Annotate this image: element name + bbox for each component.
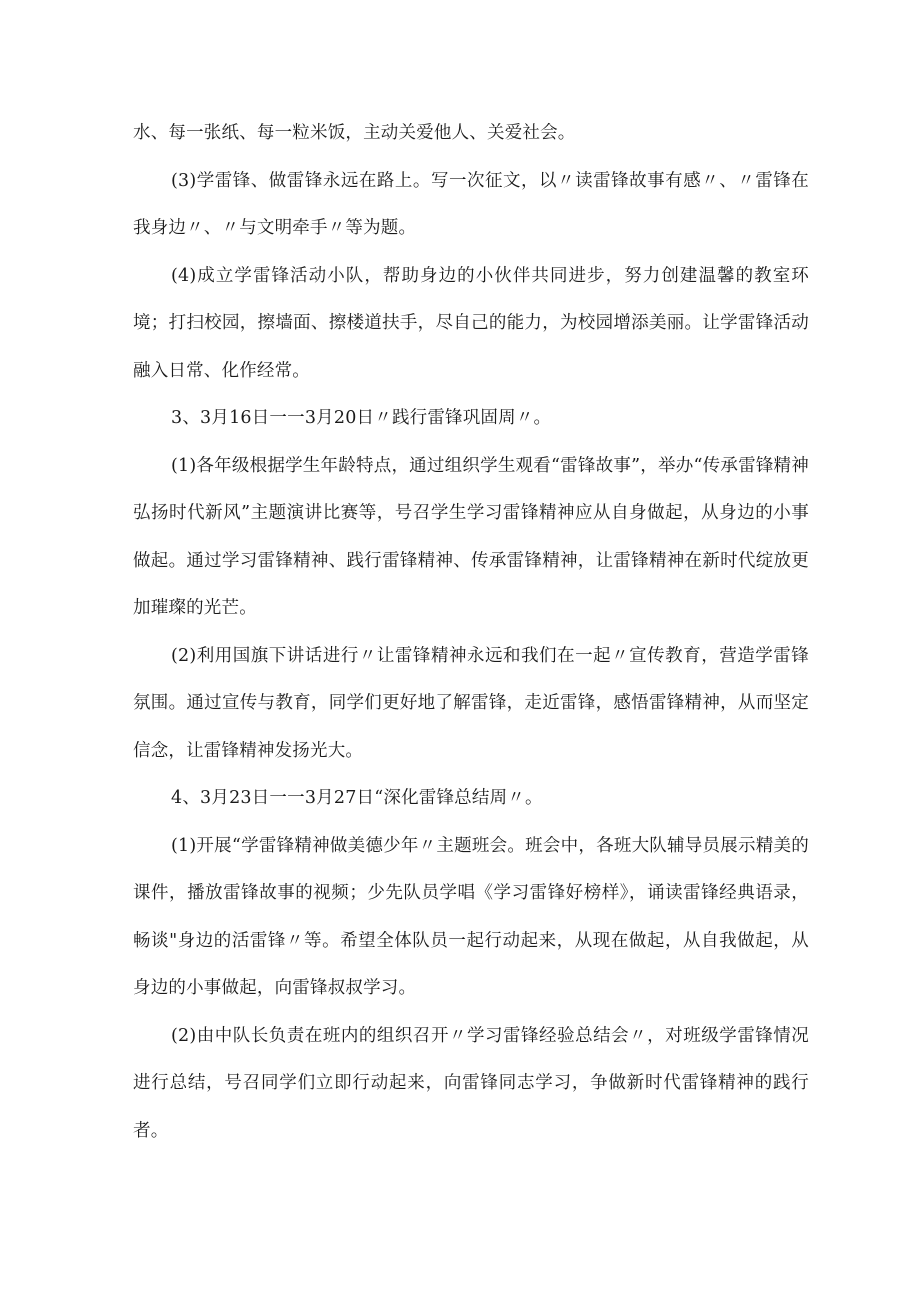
section-heading-week-4: 4、3月23日一一3月27日“深化雷锋总结周〃。 (171, 788, 543, 808)
document-body (133, 110, 809, 1155)
paragraph-week3-item-1: (1)各年级根据学生年龄特点，通过组织学生观看“雷锋故事”，举办“传承雷锋精神弘扬时代新风”主题演讲比赛等，号召学生学习雷锋精神应从自身做起，从身边的小事做起。通过学习雷锋精神、践行雷锋精神、传承雷锋精神，让雷锋精神在新时代绽放更加璀璨的光芒。 (133, 455, 809, 618)
paragraph-item-4: (4)成立学雷锋活动小队，帮助身边的小伙伴共同进步，努力创建温馨的教室环境；打扫校园，擦墙面、擦楼道扶手，尽自己的能力，为校园增添美丽。让学雷锋活动融入日常、化作经常。 (133, 265, 809, 381)
paragraph-item-3: (3)学雷锋、做雷锋永远在路上。写一次征文，以〃读雷锋故事有感〃、〃雷锋在我身边〃、〃与文明牵手〃等为题。 (133, 170, 809, 238)
paragraph-continuation: 水、每一张纸、每一粒米饭，主动关爱他人、关爱社会。 (133, 123, 576, 143)
paragraph-week3-item-2: (2)利用国旗下讲话进行〃让雷锋精神永远和我们在一起〃宣传教育，营造学雷锋氛围。通过宣传与教育，同学们更好地了解雷锋，走近雷锋，感悟雷锋精神，从而坚定信念，让雷锋精神发扬光大。 (133, 645, 809, 761)
section-heading-week-3: 3、3月16日一一3月20日〃践行雷锋巩固周〃。 (171, 408, 552, 428)
paragraph-week4-item-1: (1)开展“学雷锋精神做美德少年〃主题班会。班会中，各班大队辅导员展示精美的课件，播放雷锋故事的视频；少先队员学唱《学习雷锋好榜样》，诵读雷锋经典语录，畅谈"身边的活雷锋〃等。希望全体队员一起行动起来，从现在做起，从自我做起，从身边的小事做起，向雷锋叔叔学习。 (133, 835, 809, 998)
paragraph-week4-item-2: (2)由中队长负责在班内的组织召开〃学习雷锋经验总结会〃，对班级学雷锋情况进行总结，号召同学们立即行动起来，向雷锋同志学习，争做新时代雷锋精神的践行者。 (133, 1025, 809, 1141)
